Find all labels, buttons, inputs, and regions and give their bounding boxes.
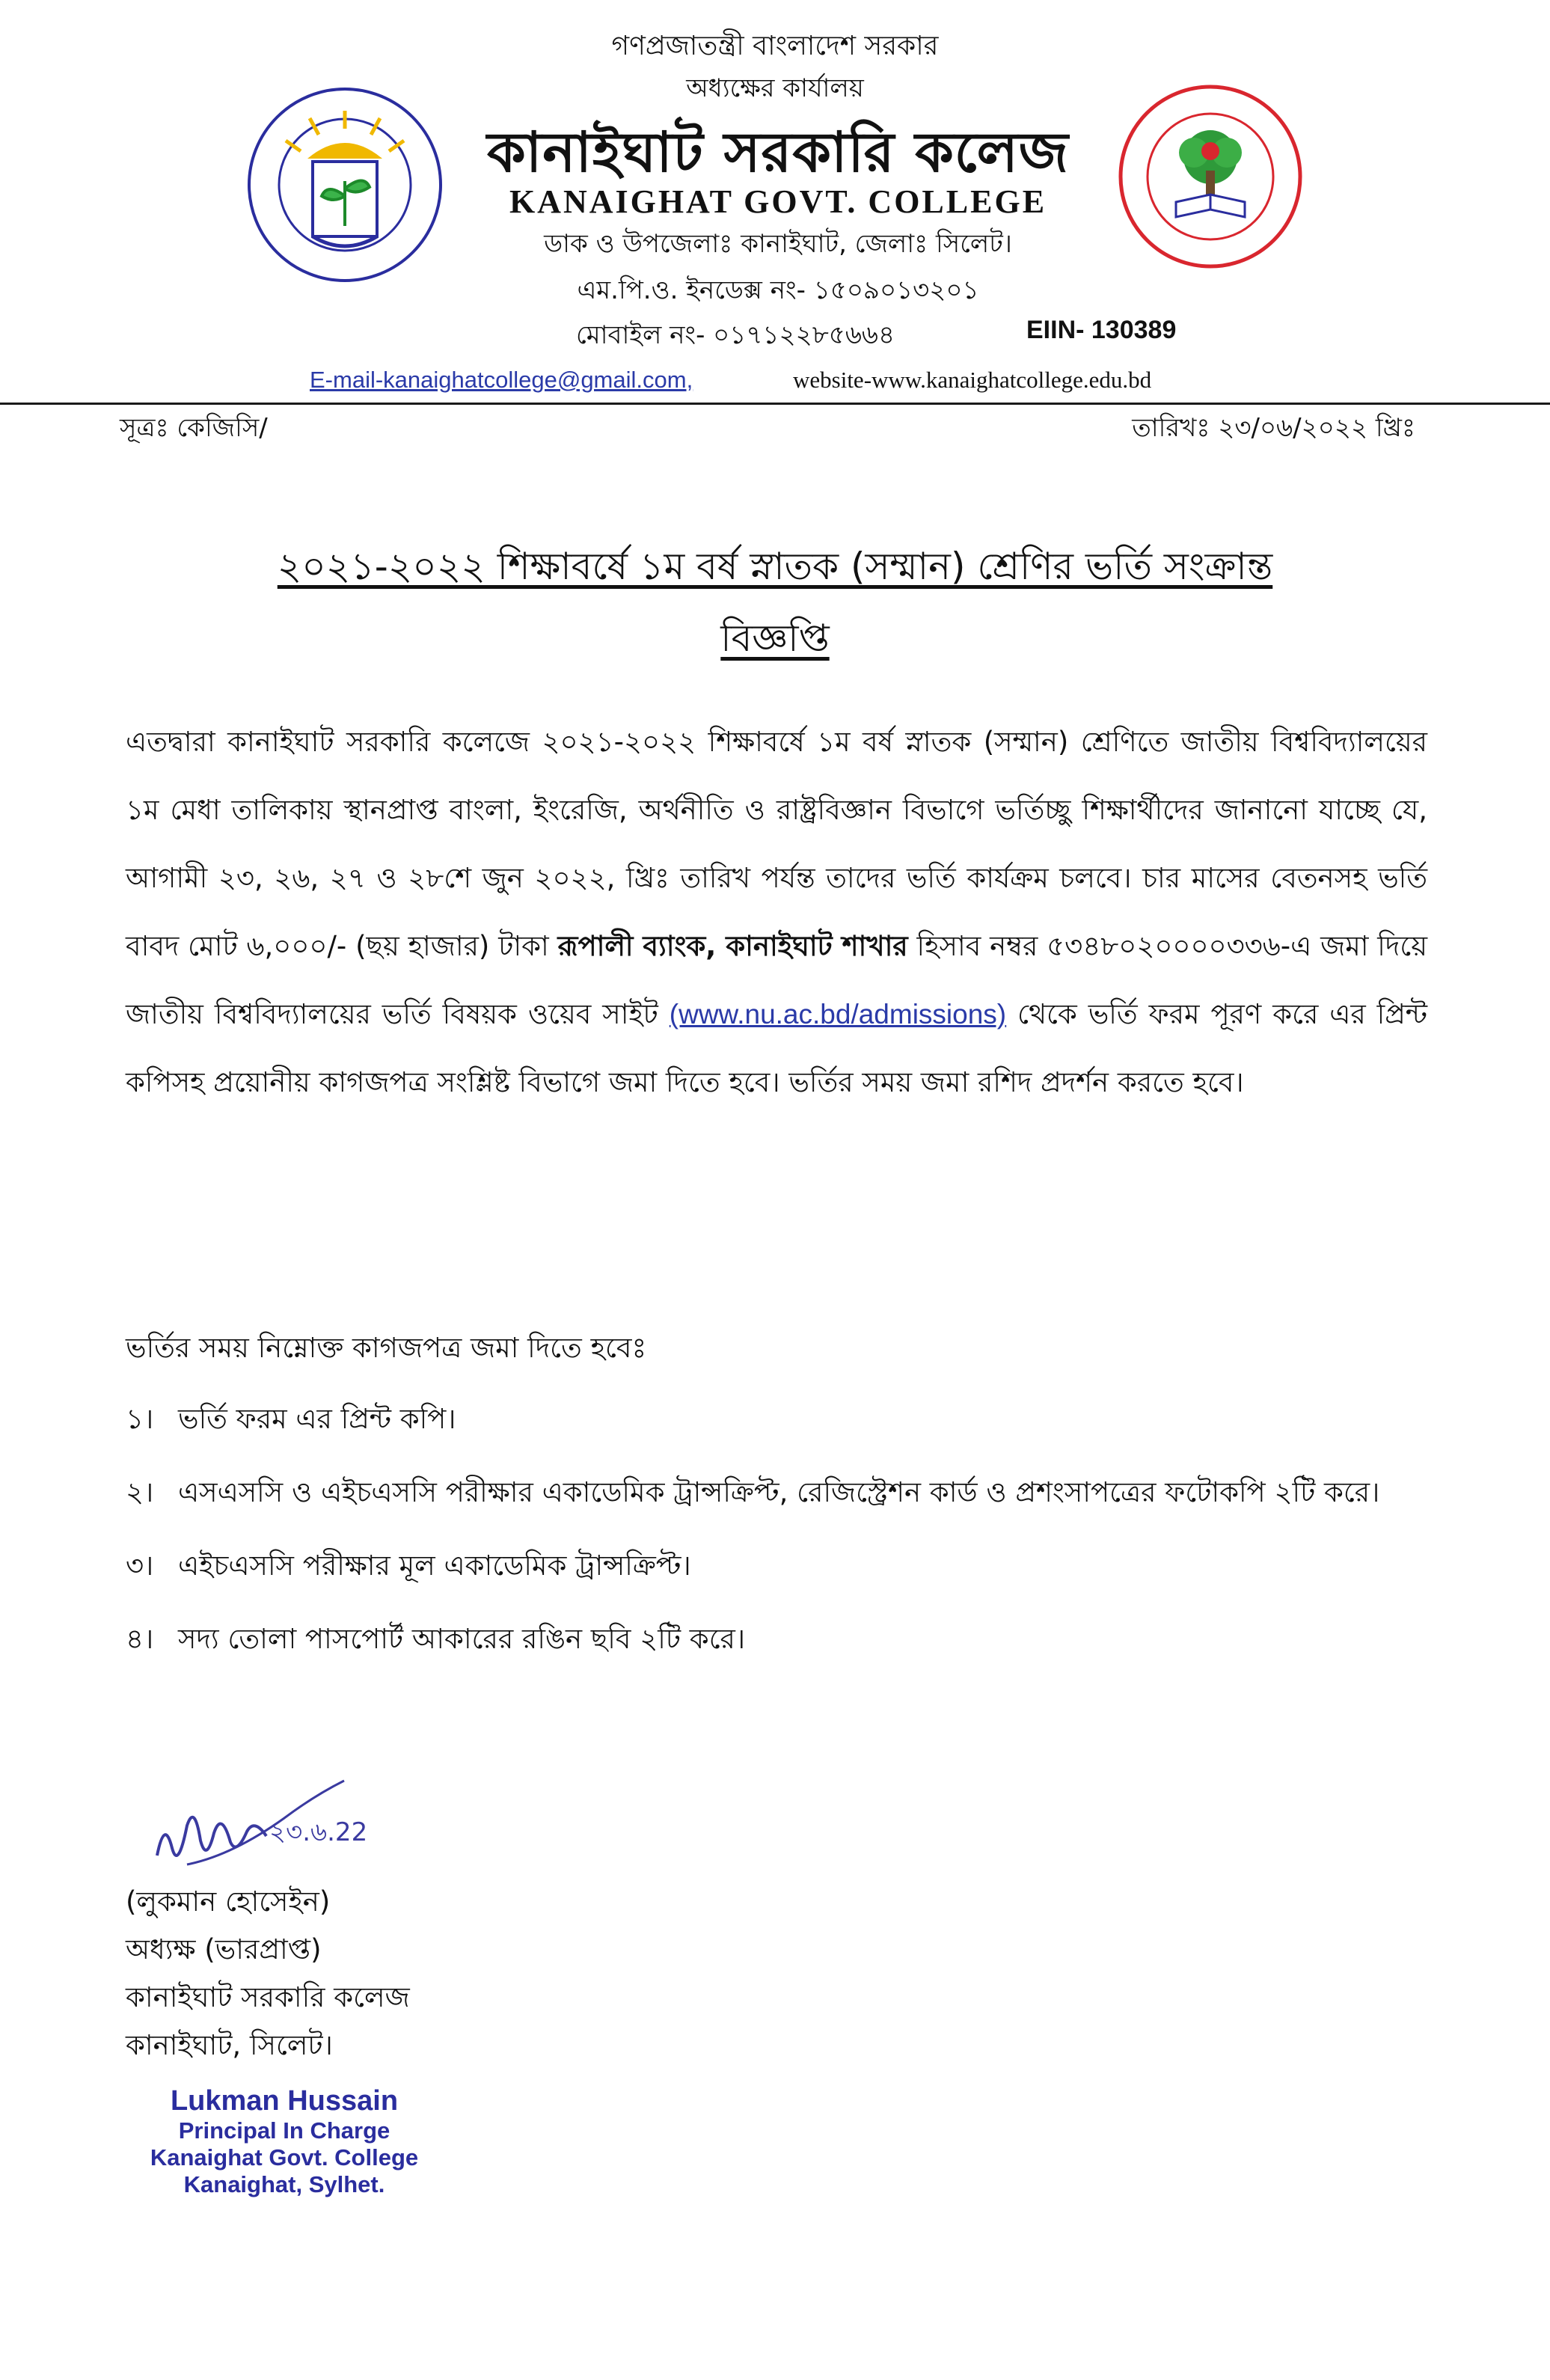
mpo-index: এম.পি.ও. ইনডেক্স নং- ১৫০৯০১৩২০১ <box>577 275 979 305</box>
official-stamp <box>127 2084 441 2198</box>
government-line: গণপ্রজাতন্ত্রী বাংলাদেশ সরকার <box>611 31 939 61</box>
header-divider <box>0 403 1550 405</box>
college-address: ডাক ও উপজেলাঃ কানাইঘাট, জেলাঃ সিলেট। <box>544 229 1012 259</box>
notice-subtitle: বিজ্ঞপ্তি <box>720 617 830 660</box>
stamp-place: Kanaighat, Sylhet. <box>183 2171 385 2197</box>
email-link[interactable]: E-mail-kanaighatcollege@gmail.com, <box>310 367 693 393</box>
college-name-english: KANAIGHAT GOVT. COLLEGE <box>509 183 1047 220</box>
notice-title: ২০২১-২০২২ শিক্ষাবর্ষে ১ম বর্ষ স্নাতক (সম্মান) শ্রেণির ভর্তি সংক্রান্ত <box>277 545 1273 588</box>
signatory-block <box>126 1878 410 2070</box>
list-item-text: সদ্য তোলা পাসপোর্ট আকারের রঙিন ছবি ২টি করে। <box>178 1623 746 1655</box>
list-item-text: এসএসসি ও এইচএসসি পরীক্ষার একাডেমিক ট্রান্সক্রিপ্ট, রেজিস্ট্রেশন কার্ড ও প্রশংসাপত্রের ফটোকপি ২টি করে। <box>178 1476 1380 1508</box>
notice-body <box>126 708 1427 1116</box>
list-item <box>126 1610 1427 1668</box>
signatory-designation: অধ্যক্ষ (ভারপ্রাপ্ত) <box>126 1933 322 1966</box>
reference-number: সূত্রঃ কেজিসি/ <box>120 413 268 443</box>
requirements-intro: ভর্তির সময় নিম্নোক্ত কাগজপত্র জমা দিতে হবেঃ <box>126 1332 647 1364</box>
handwritten-date: ২৩.৬.22 <box>269 1817 368 1847</box>
college-emblem-icon <box>244 84 446 286</box>
list-item-number: ২। <box>126 1476 154 1508</box>
body-text-part3: থেকে ভর্তি ফরম পূরণ করে এর প্রিন্ট কপিসহ প্রয়োনীয় কাগজপত্র সংশ্লিষ্ট বিভাগে জমা দিতে হবে। ভর্তির সময় জমা রশিদ প্রদর্শন করতে হবে। <box>126 998 1427 1098</box>
bank-branch: রূপালী ব্যাংক, কানাইঘাট শাখার <box>557 930 908 962</box>
body-text-part2: হিসাব নম্বর ৫৩৪৮০২০০০০৩৩৬-এ জমা দিয়ে জাতীয় বিশ্ববিদ্যালয়ের ভর্তি বিষয়ক ওয়েব সাইট <box>126 930 1427 1030</box>
admission-website-link[interactable]: (www.nu.ac.bd/admissions) <box>669 999 1007 1030</box>
office-line: অধ্যক্ষের কার্যালয় <box>686 73 864 103</box>
stamp-college: Kanaighat Govt. College <box>150 2144 419 2171</box>
stamp-name: Lukman Hussain <box>170 2085 399 2117</box>
notice-date: তারিখঃ ২৩/০৬/২০২২ খ্রিঃ <box>1132 413 1415 443</box>
list-item-number: ১। <box>126 1403 154 1435</box>
college-name-bengali: কানাইঘাট সরকারি কলেজ <box>487 120 1069 185</box>
handwritten-signature <box>142 1773 382 1893</box>
signatory-college: কানাইঘাট সরকারি কলেজ <box>126 1981 410 2013</box>
requirements-list <box>126 1390 1427 1683</box>
list-item <box>126 1537 1427 1595</box>
list-item-text: এইচএসসি পরীক্ষার মূল একাডেমিক ট্রান্সক্রিপ্ট। <box>178 1550 691 1582</box>
list-item <box>126 1463 1427 1522</box>
stamp-title: Principal In Charge <box>178 2117 390 2144</box>
signatory-place: কানাইঘাট, সিলেট। <box>126 2029 333 2061</box>
eiin-number: EIIN- 130389 <box>1026 316 1177 344</box>
list-item <box>126 1390 1427 1449</box>
body-text-part1: এতদ্বারা কানাইঘাট সরকারি কলেজে ২০২১-২০২২ শিক্ষাবর্ষে ১ম বর্ষ স্নাতক (সম্মান) শ্রেণিতে জাতীয় বিশ্ববিদ্যালয়ের ১ম মেধা তালিকায় স্থানপ্রাপ্ত বাংলা, ইংরেজি, অর্থনীতি ও রাষ্ট্রবিজ্ঞান বিভাগে ভর্তিচ্ছু শিক্ষার্থীদের জানানো যাচ্ছে যে, আগামী ২৩, ২৬, ২৭ ও ২৮শে জুন ২০২২, খ্রিঃ তারিখ পর্যন্ত তাদের ভর্তি কার্যক্রম চলবে। চার মাসের বেতনসহ ভর্তি বাবদ মোট ৬,০০০/- (ছয় হাজার) টাকা <box>126 726 1427 962</box>
signatory-name: (লুকমান হোসেইন) <box>126 1885 331 1918</box>
list-item-number: ৩। <box>126 1550 154 1582</box>
website-text: website-www.kanaighatcollege.edu.bd <box>793 367 1152 393</box>
mobile-number: মোবাইল নং- ০১৭১২২৮৫৬৬৪ <box>576 320 895 350</box>
list-item-number: ৪। <box>126 1623 154 1655</box>
list-item-text: ভর্তি ফরম এর প্রিন্ট কপি। <box>178 1403 456 1435</box>
